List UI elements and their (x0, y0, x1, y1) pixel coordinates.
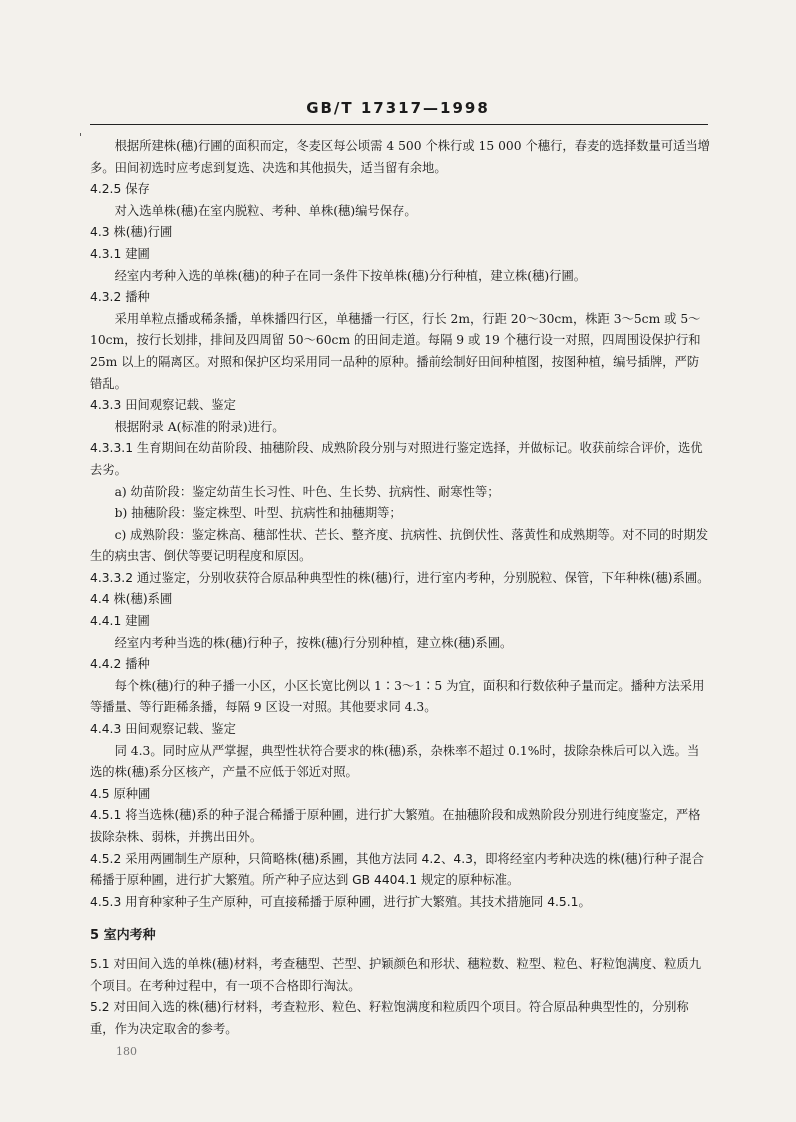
body-paragraph: 根据所建株(穗)行圃的面积而定，冬麦区每公顷需 4 500 个株行或 15 000 个穗行，春麦的选择数量可适当增多。田间初选时应考虑到复选、决选和其他损失，适当留有余地。 (90, 139, 710, 175)
section-paragraph: 5.1 对田间入选的单株(穗)材料，考查穗型、芒型、护颖颜色和形状、穗粒数、粒型、粒色、籽粒饱满度、粒质九个项目。在考种过程中，有一项不合格即行淘汰。 (90, 956, 702, 993)
section-paragraph: 5 室内考种 (90, 928, 156, 944)
spacer (90, 913, 710, 925)
header-rule (90, 124, 708, 125)
section-paragraph: 5.2 对田间入选的株(穗)行材料，考查粒形、粒色、籽粒饱满度和粒质四个项目。符合原品种典型性的，分别称重，作为决定取舍的参考。 (90, 1000, 689, 1036)
body-paragraph: 根据附录 A(标准的附录)进行。 (114, 419, 285, 434)
section-paragraph: 4.4.1 建圃 (90, 614, 150, 629)
section-paragraph: 4.3.2 播种 (90, 290, 150, 305)
page-number: 180 (116, 1045, 137, 1058)
section-paragraph: 4.3.3.1 生育期间在幼苗阶段、抽穗阶段、成熟阶段分别与对照进行鉴定选择，并做标记。收获前综合评价，选优去劣。 (90, 441, 703, 477)
body-paragraph: c) 成熟阶段：鉴定株高、穗部性状、芒长、整齐度、抗病性、抗倒伏性、落黄性和成熟期等。对不同的时期发生的病虫害、倒伏等要记明程度和原因。 (90, 527, 709, 564)
section-paragraph: 4.3.1 建圃 (90, 246, 150, 261)
body-paragraph: b) 抽穗阶段：鉴定株型、叶型、抗病性和抽穗期等； (114, 506, 402, 521)
section-paragraph: 4.3 株(穗)行圃 (90, 225, 173, 240)
section-paragraph: 4.5.3 用育种家种子生产原种，可直接稀播于原种圃，进行扩大繁殖。其技术措施同 4.5.1。 (90, 894, 591, 909)
body-paragraph: 经室内考种入选的单株(穗)的种子在同一条件下按单株(穗)分行种植，建立株(穗)行圃。 (114, 268, 587, 283)
body-paragraph: 对入选单株(穗)在室内脱粒、考种、单株(穗)编号保存。 (114, 203, 417, 218)
section-paragraph: 4.5.1 将当选株(穗)系的种子混合稀播于原种圃，进行扩大繁殖。在抽穗阶段和成熟阶段分别进行纯度鉴定，严格拔除杂株、弱株，并携出田外。 (90, 808, 701, 844)
section-paragraph: 4.2.5 保存 (90, 182, 150, 197)
spacer (90, 947, 710, 954)
body-paragraph: a) 幼苗阶段：鉴定幼苗生长习性、叶色、生长势、抗病性、耐寒性等； (114, 484, 500, 499)
body-paragraph: 每个株(穗)行的种子播一小区，小区长宽比例以 1∶3～1∶5 为宜，面积和行数依种子量而定。播种方法采用等播量、等行距稀条播，每隔 9 区设一对照。其他要求同 4.3。 (90, 678, 705, 715)
body-paragraph: 同 4.3。同时应从严掌握，典型性状符合要求的株(穗)系，杂株率不超过 0.1%时，拔除杂株后可以入选。当选的株(穗)系分区核产，产量不应低于邻近对照。 (90, 743, 700, 780)
section-paragraph: 4.4.2 播种 (90, 657, 150, 672)
body-paragraph: 采用单粒点播或稀条播，单株播四行区，单穗播一行区，行长 2m，行距 20～30cm，株距 3～5cm 或 5～10cm，按行长划排，排间及四周留 50～60cm 的田间走道。每隔 9 或 19 个穗行设一对照，四周围设保护行和 25m 以上的隔离区。对照和保护区均采用同一品种的原种。播前绘制好田间种植图，按图种植，编号插牌，严防错乱。 (90, 311, 701, 391)
standard-code-header: GB/T 17317—1998 (306, 99, 490, 117)
section-paragraph: 4.3.3.2 通过鉴定，分别收获符合原品种典型性的株(穗)行，进行室内考种，分别脱粒、保管，下年种株(穗)系圃。 (90, 570, 710, 585)
section-paragraph: 4.4.3 田间观察记载、鉴定 (90, 722, 236, 737)
section-paragraph: 4.5.2 采用两圃制生产原种，只简略株(穗)系圃，其他方法同 4.2、4.3，即将经室内考种决选的株(穗)行种子混合稀播于原种圃，进行扩大繁殖。所产种子应达到 GB 4404.1 规定的原种标准。 (90, 851, 704, 888)
body-paragraph: 经室内考种当选的株(穗)行种子，按株(穗)行分别种植，建立株(穗)系圃。 (114, 635, 513, 650)
section-paragraph: 4.3.3 田间观察记载、鉴定 (90, 398, 236, 413)
margin-mark: ' (79, 131, 83, 144)
body-text (90, 136, 710, 1040)
section-paragraph: 4.4 株(穗)系圃 (90, 592, 173, 607)
section-paragraph: 4.5 原种圃 (90, 786, 151, 801)
